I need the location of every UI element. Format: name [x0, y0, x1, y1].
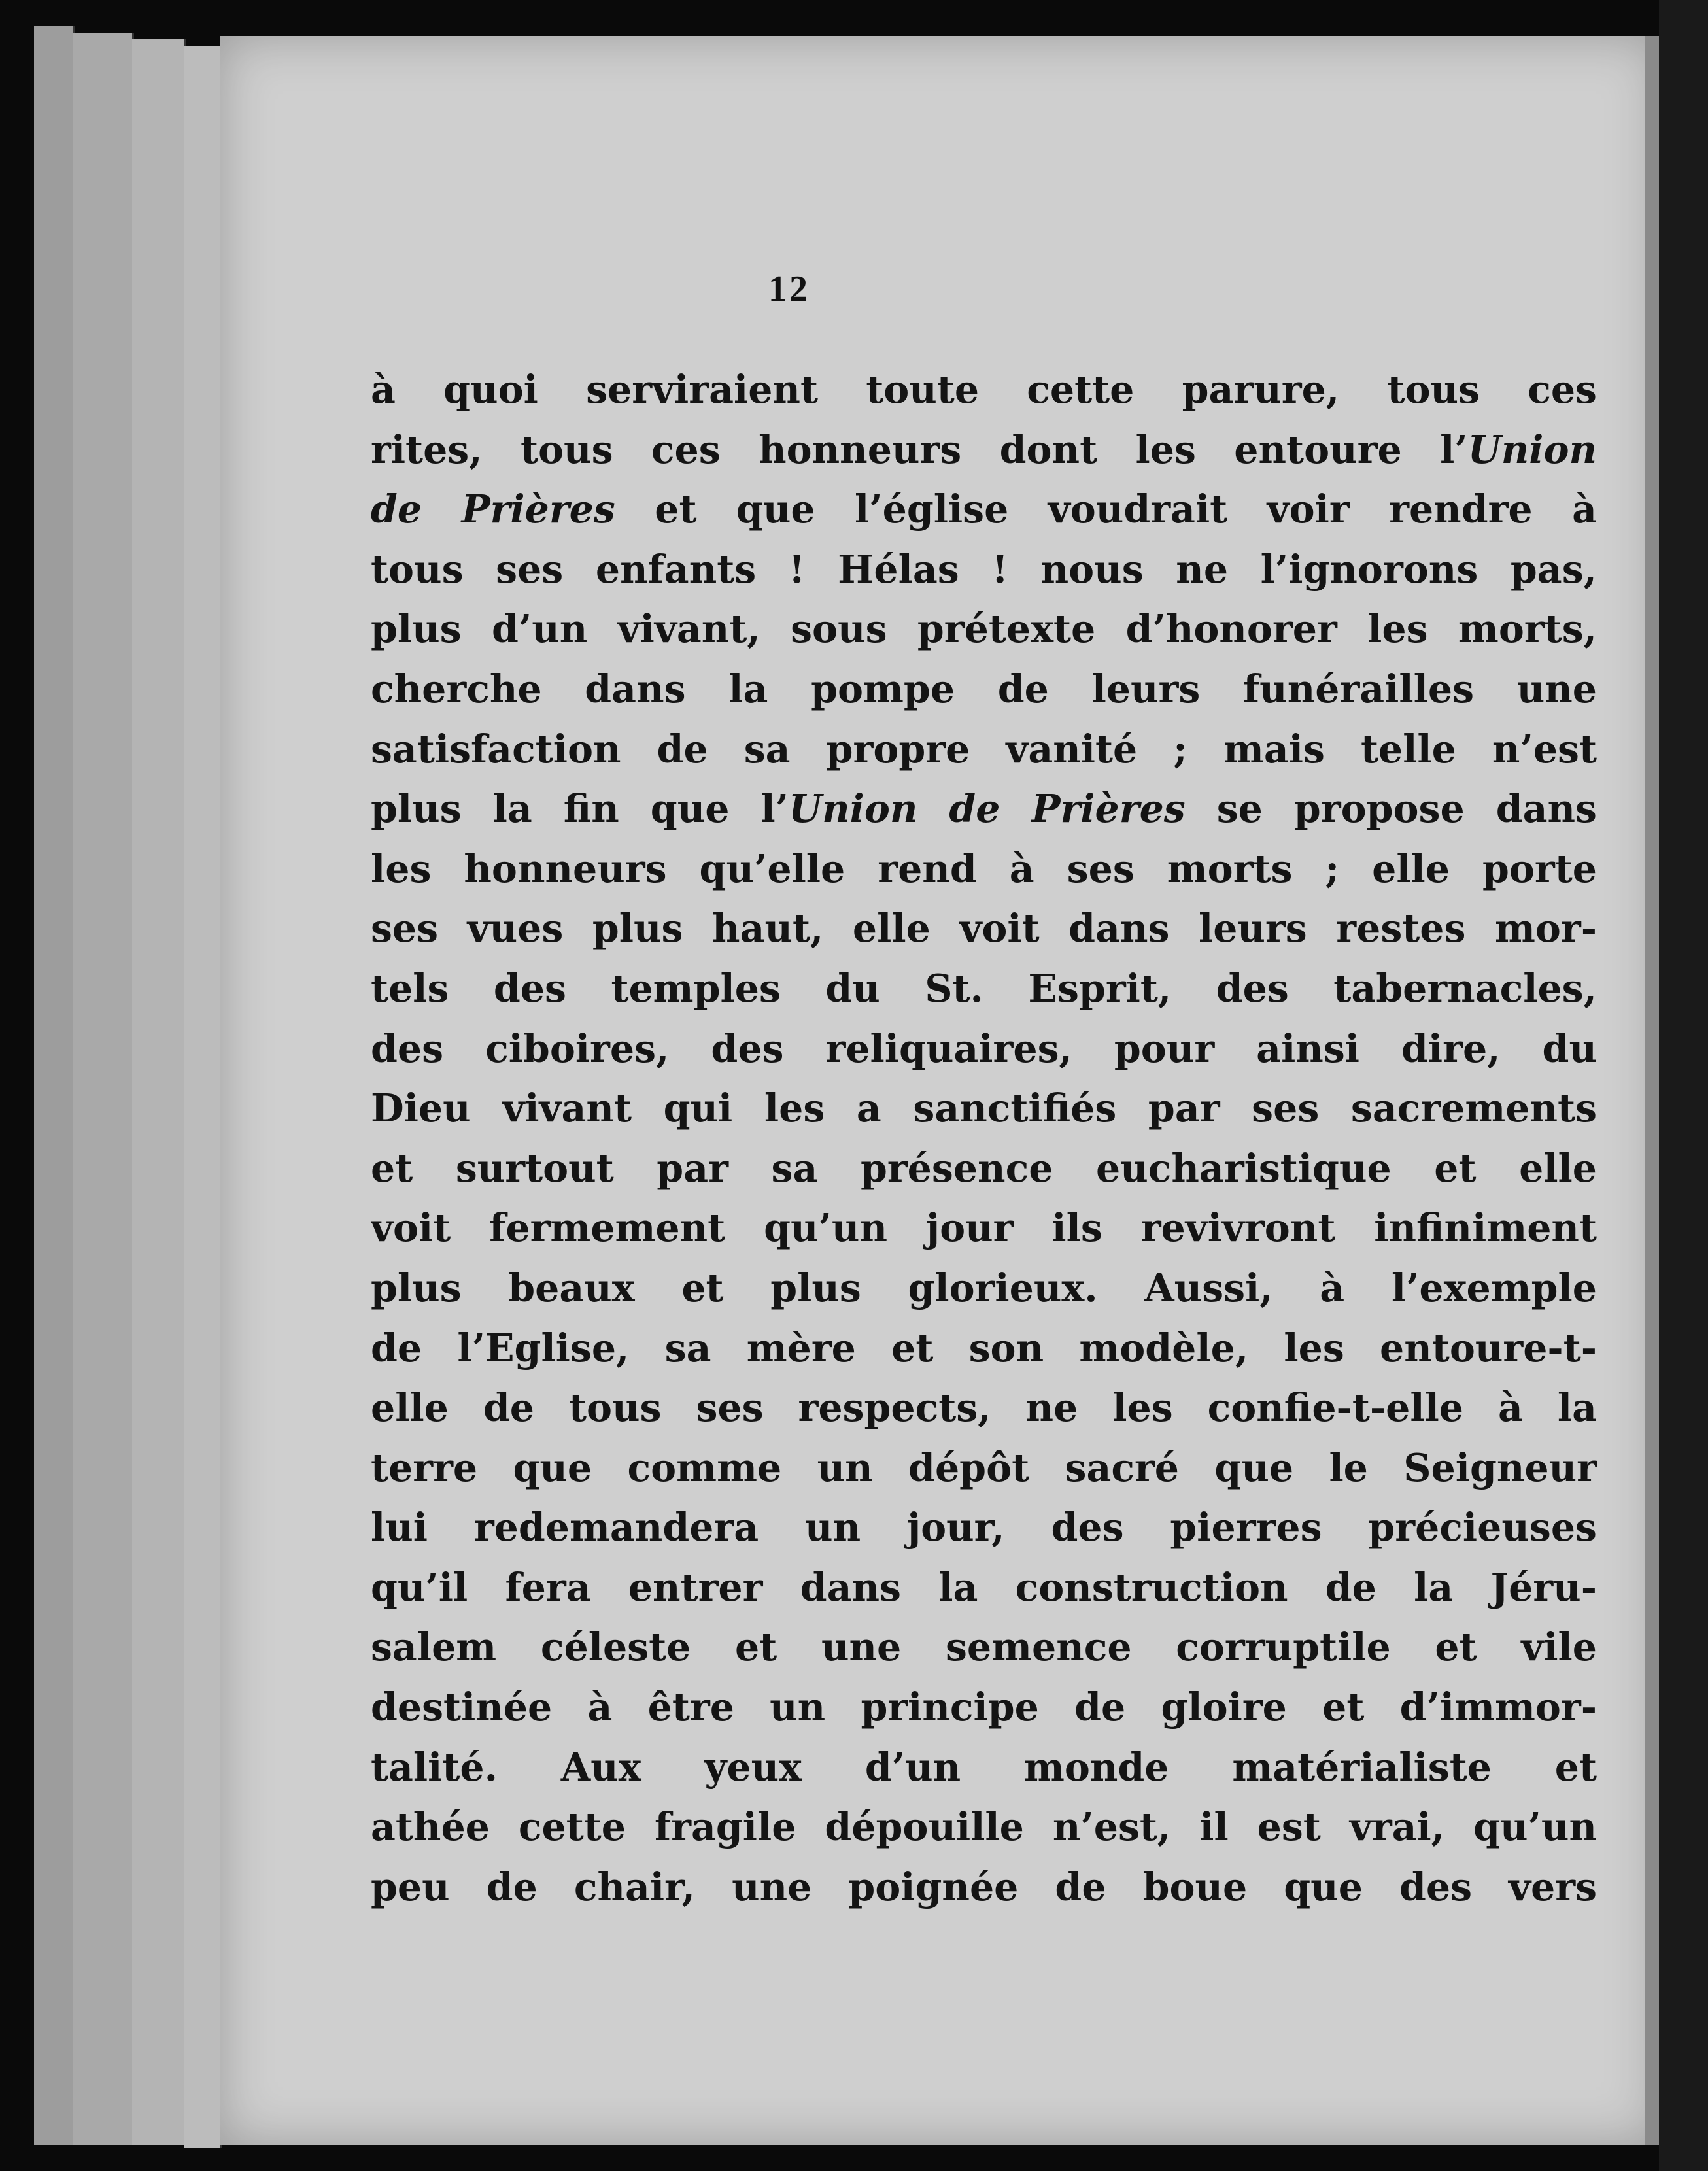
page-number: 12 — [768, 269, 810, 309]
text-line: athée cette fragile dépouille n’est, il est vrai, qu’un — [371, 1804, 1597, 1850]
binding-gutter — [1659, 0, 1708, 2171]
text-line: de Prières et que l’église voudrait voir rendre à — [371, 487, 1597, 532]
book-page — [220, 36, 1659, 2145]
text-line: talité. Aux yeux d’un monde matérialiste et — [371, 1744, 1597, 1790]
text-line: destinée à être un principe de gloire et d’immor- — [371, 1684, 1597, 1730]
text-line: plus beaux et plus glorieux. Aussi, à l’exemple — [371, 1265, 1597, 1310]
text-line: tous ses enfants ! Hélas ! nous ne l’ignorons pas, — [371, 546, 1597, 592]
page-edge — [34, 26, 75, 2145]
body-text — [371, 360, 1597, 1917]
page-edge — [73, 33, 134, 2145]
text-line: qu’il fera entrer dans la construction de la Jéru- — [371, 1564, 1597, 1610]
text-line: peu de chair, une poignée de boue que des vers — [371, 1864, 1597, 1909]
text-line: et surtout par sa présence eucharistique et elle — [371, 1145, 1597, 1191]
text-line: les honneurs qu’elle rend à ses morts ; elle porte — [371, 846, 1597, 891]
text-line: voit fermement qu’un jour ils revivront infiniment — [371, 1205, 1597, 1251]
text-line: salem céleste et une semence corruptile et vile — [371, 1624, 1597, 1670]
text-line: tels des temples du St. Esprit, des tabernacles, — [371, 965, 1597, 1011]
text-line: elle de tous ses respects, ne les confie-t-elle à la — [371, 1385, 1597, 1431]
text-line: cherche dans la pompe de leurs funérailles une — [371, 666, 1597, 711]
text-line: plus la fin que l’Union de Prières se propose dans — [371, 786, 1597, 832]
text-line: des ciboires, des reliquaires, pour ainsi dire, du — [371, 1025, 1597, 1071]
text-line: plus d’un vivant, sous prétexte d’honorer les morts, — [371, 606, 1597, 652]
page-edge — [184, 46, 222, 2148]
page-edge — [132, 39, 186, 2145]
text-line: lui redemandera un jour, des pierres précieuses — [371, 1505, 1597, 1550]
text-line: de l’Eglise, sa mère et son modèle, les entoure-t- — [371, 1325, 1597, 1371]
text-line: rites, tous ces honneurs dont les entoure l’Union — [371, 426, 1597, 472]
text-line: terre que comme un dépôt sacré que le Seigneur — [371, 1444, 1597, 1490]
text-line: Dieu vivant qui les a sanctifiés par ses sacrements — [371, 1086, 1597, 1131]
text-line: ses vues plus haut, elle voit dans leurs restes mor- — [371, 906, 1597, 951]
page-edge-right — [1645, 36, 1659, 2145]
text-line: à quoi serviraient toute cette parure, tous ces — [371, 367, 1597, 412]
text-line: satisfaction de sa propre vanité ; mais telle n’est — [371, 726, 1597, 772]
